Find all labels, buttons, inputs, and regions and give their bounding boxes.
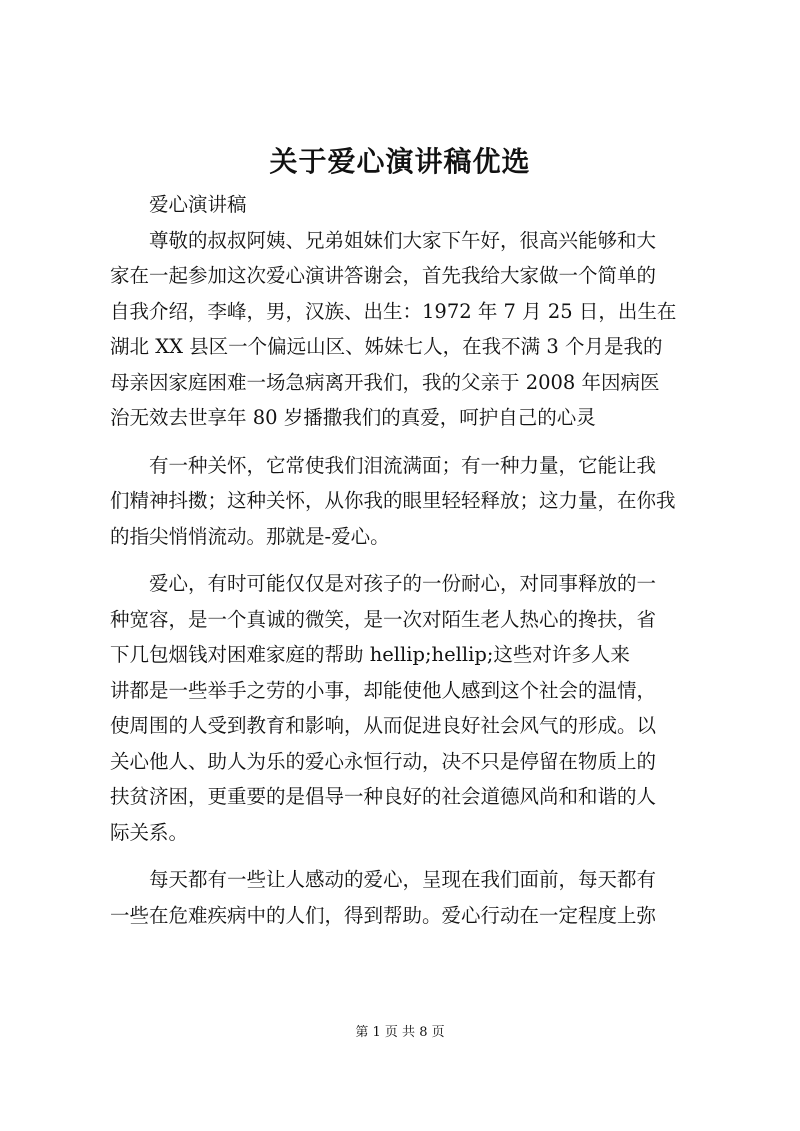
text-line: 关心他人、助人为乐的爱心永恒行动，决不只是停留在物质上的 xyxy=(110,749,657,773)
text-line: 湖北 XX 县区一个偏远山区、姊妹七人，在我不满 3 个月是我的 xyxy=(110,335,663,358)
document-title: 关于爱心演讲稿优选 xyxy=(269,145,531,178)
text-line: 自我介绍，李峰，男，汉族、出生：1972 年 7 月 25 日，出生在 xyxy=(110,299,677,323)
text-line: 使周围的人受到教育和影响，从而促进良好社会风气的形成。以 xyxy=(110,714,657,737)
paragraph-gap xyxy=(110,554,695,566)
paragraph-gap xyxy=(110,436,695,448)
text-line: 扶贫济困，更重要的是倡导一种良好的社会道德风尚和和谐的人 xyxy=(110,785,657,808)
page-number-footer: 第 1 页 共 8 页 xyxy=(355,1025,445,1040)
text-line: 爱心演讲稿 xyxy=(149,193,247,216)
document-body xyxy=(110,187,695,933)
text-line: 的指尖悄悄流动。那就是-爱心。 xyxy=(110,524,390,548)
text-line: 母亲因家庭困难一场急病离开我们，我的父亲于 2008 年因病医 xyxy=(110,370,660,394)
text-line: 一些在危难疾病中的人们，得到帮助。爱心行动在一定程度上弥 xyxy=(110,903,657,927)
text-line: 际关系。 xyxy=(110,820,189,844)
text-line: 每天都有一些让人感动的爱心，呈现在我们面前，每天都有 xyxy=(149,868,657,891)
text-line: 家在一起参加这次爱心演讲答谢会，首先我给大家做一个简单的 xyxy=(110,264,657,287)
text-line: 种宽容，是一个真诚的微笑，是一次对陌生老人热心的搀扶，省 xyxy=(110,607,657,631)
text-line: 下几包烟钱对困难家庭的帮助 hellip;hellip;这些对许多人来 xyxy=(110,643,630,666)
text-line: 讲都是一些举手之劳的小事，却能使他人感到这个社会的温情， xyxy=(110,678,657,702)
text-line: 有一种关怀，它常使我们泪流满面；有一种力量，它能让我 xyxy=(149,453,657,477)
paragraph-gap xyxy=(110,850,695,862)
text-line: 尊敬的叔叔阿姨、兄弟姐妹们大家下午好，很高兴能够和大 xyxy=(149,228,657,252)
text-line: 治无效去世享年 80 岁播撒我们的真爱，呵护自己的心灵 xyxy=(110,406,596,429)
text-line: 们精神抖擞；这种关怀，从你我的眼里轻轻释放；这力量，在你我 xyxy=(110,489,676,512)
text-line: 爱心，有时可能仅仅是对孩子的一份耐心，对同事释放的一 xyxy=(149,572,657,595)
